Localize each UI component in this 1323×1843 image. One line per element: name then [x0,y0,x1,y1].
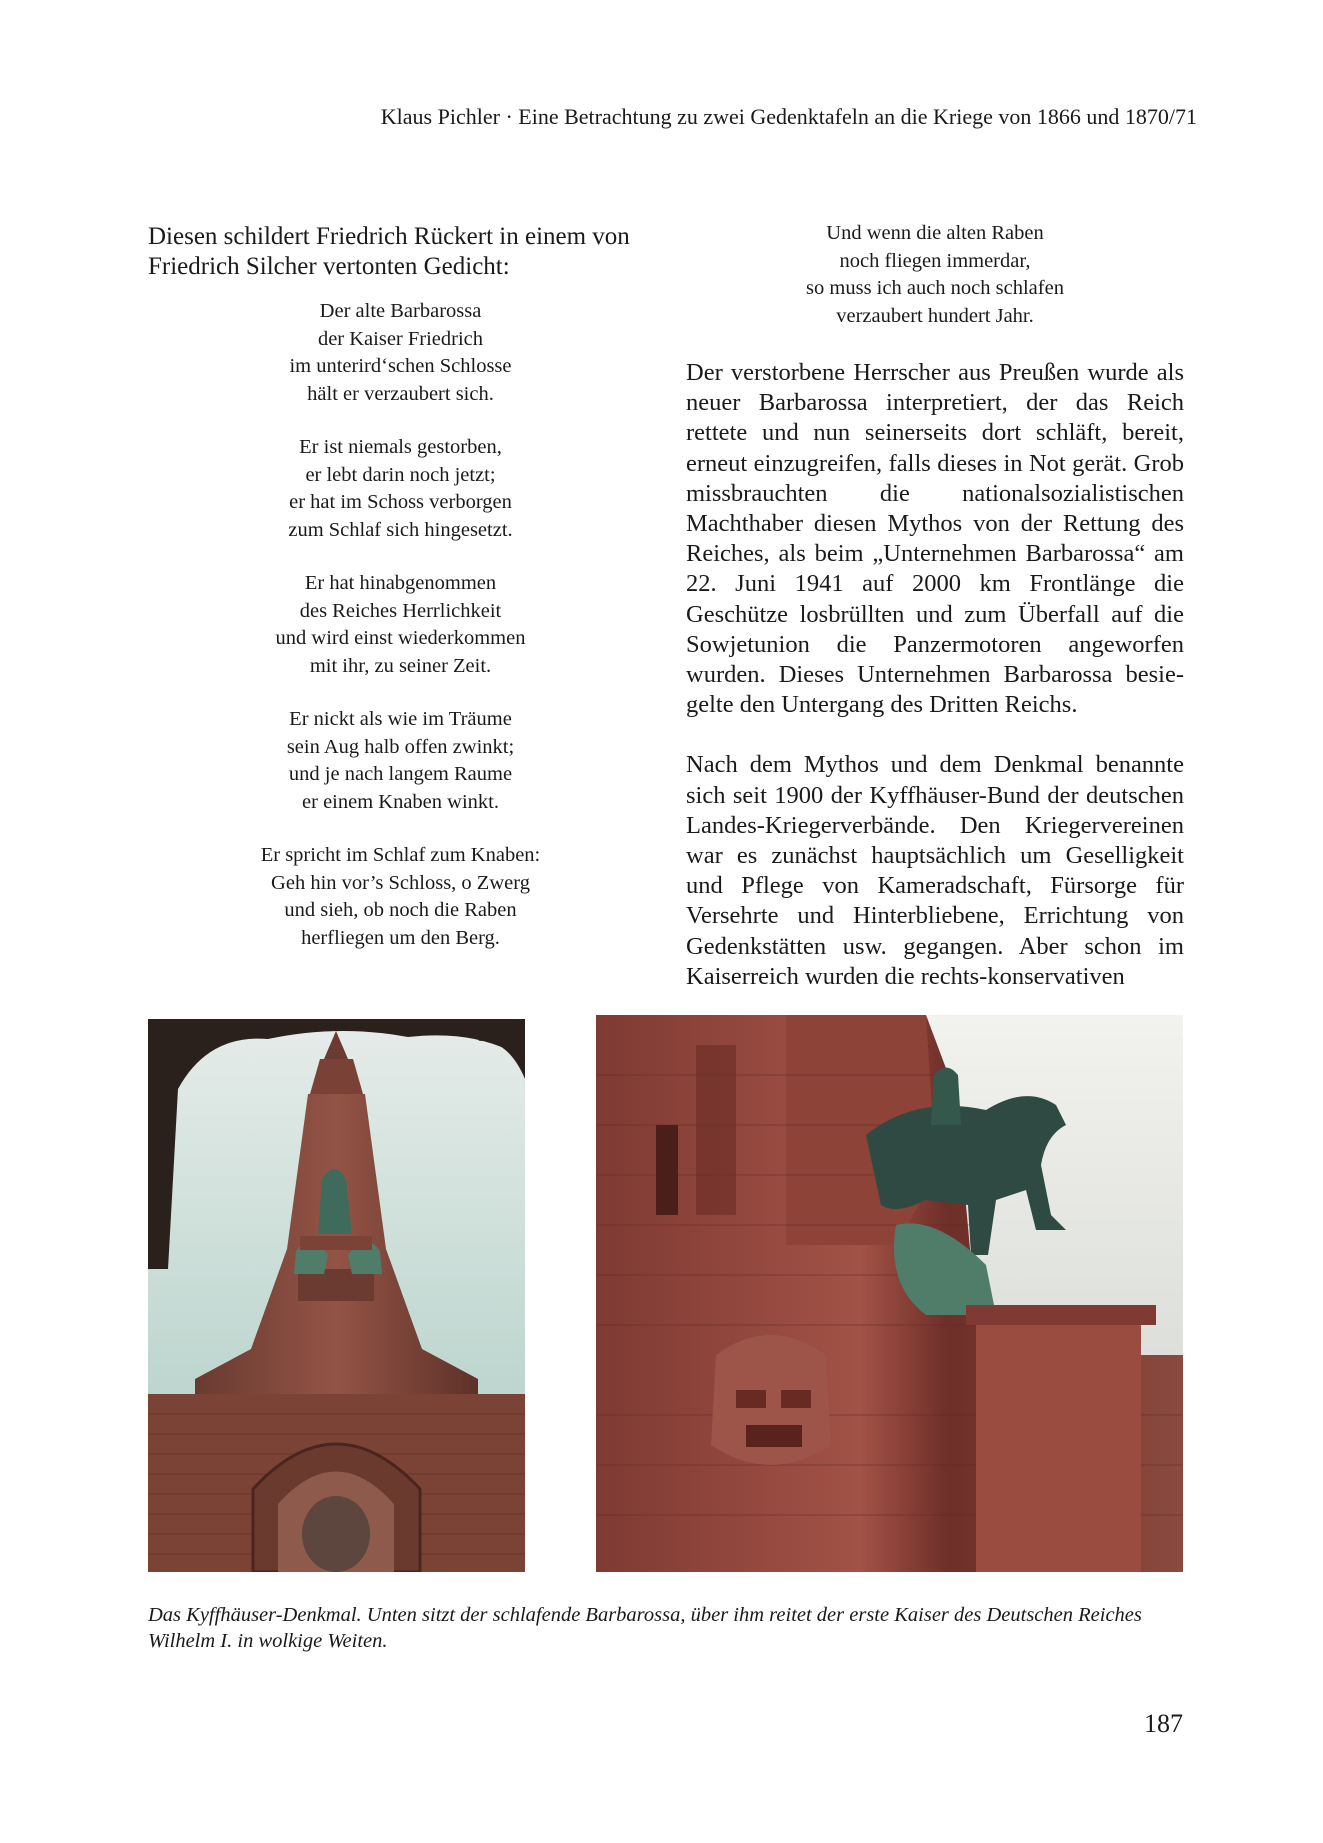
monument-photo-equestrian [596,1015,1183,1572]
poem-line: Der alte Barbarossa [319,300,482,322]
body-paragraph: Der verstorbene Herrscher aus Preußen wurde als neuer Barbarossa interpretiert, der das Reich rettete und nun seinerseits dort schläft, bereit, erneut einzugreifen, falls dieses in Not gerät. Grob missbrauchten die nationalsozialistischen Machthaber diesen Mythos von der Rettung des Reiches, als beim „Unternehmen Barbarossa“ am 22. Juni 1941 auf 2000 km Frontlänge die Geschütze losbrüllten und zum Überfall auf die Sowjetunion die Panzermotoren angeworfen wurden. Dieses Unternehmen Barbarossa besiegelte den Untergang des Dritten Reichs. [686,359,1184,719]
poem-line: Er nickt als wie im Träume [289,708,512,730]
poem-line: und wird einst wiederkommen [275,627,526,649]
poem-line: noch fliegen immerdar, [839,249,1031,272]
monument-photo-tower [148,1019,525,1572]
left-column [148,222,653,952]
poem-line: so muss ich auch noch schlafen [806,277,1064,299]
poem-line: zum Schlaf sich hingesetzt. [288,518,513,541]
poem-stanza [148,570,653,680]
poem-line: und je nach langem Raume [288,763,513,785]
poem-line: er lebt darin noch jetzt; [305,463,496,486]
poem-stanza [148,706,653,816]
poem-stanza-final [686,220,1184,330]
poem [148,298,653,952]
poem-line: Er ist niemals gestorben, [299,436,502,458]
page-number: 187 [1144,1709,1183,1738]
poem-line: er einem Knaben winkt. [302,790,499,813]
poem-line: mit ihr, zu seiner Zeit. [309,654,492,677]
poem-line: er hat im Schoss verborgen [289,491,512,513]
monument-tower-illustration [148,1019,525,1572]
poem-line: verzaubert hundert Jahr. [836,304,1034,327]
poem-line: herfliegen um den Berg. [301,926,500,949]
figure-caption: Das Kyffhäuser-Denkmal. Unten sitzt der schlafende Barbarossa, über ihm reitet der erste Kaiser des Deutschen Reiches Wilhelm I. in wolkige Weiten. [148,1604,1142,1652]
poem-line: sein Aug halb offen zwinkt; [286,735,515,758]
poem-line: Und wenn die alten Raben [826,222,1044,244]
poem-line: Er spricht im Schlaf zum Knaben: [260,844,541,866]
poem-stanza [148,298,653,408]
poem-line: im unterird‘schen Schlosse [289,355,512,377]
body-paragraph: Nach dem Mythos und dem Denkmal benannte sich seit 1900 der Kyffhäuser-Bund der deutschen Landes-Kriegerverbände. Den Kriegervereinen war es zunächst hauptsächlich um Geselligkeit und Pflege von Kameradschaft, Fürsorge für Versehrte und Hinterbliebene, Errichtung von Gedenkstätten usw. gegangen. Aber schon im Kaiserreich wurden die rechts-konservativen [686,751,1184,990]
poem-line: der Kaiser Friedrich [317,327,484,350]
poem-line: und sieh, ob noch die Raben [284,899,517,921]
equestrian-statue-illustration [596,1015,1183,1572]
intro-text: Diesen schildert Friedrich Rückert in einem von Friedrich Silcher vertonten Gedicht: [148,223,630,280]
running-header: Klaus Pichler · Eine Betrachtung zu zwei Gedenktafeln an die Kriege von 1866 und 1870/71 [380,104,1197,129]
poem-stanza [148,434,653,544]
poem-line: hält er verzaubert sich. [307,382,494,405]
poem-stanza [148,842,653,952]
poem-line: Er hat hinabgenommen [304,572,497,594]
right-column [686,222,1184,992]
poem-line: des Reiches Herrlichkeit [299,599,502,622]
poem-line: Geh hin vor’s Schloss, o Zwerg [271,871,530,894]
